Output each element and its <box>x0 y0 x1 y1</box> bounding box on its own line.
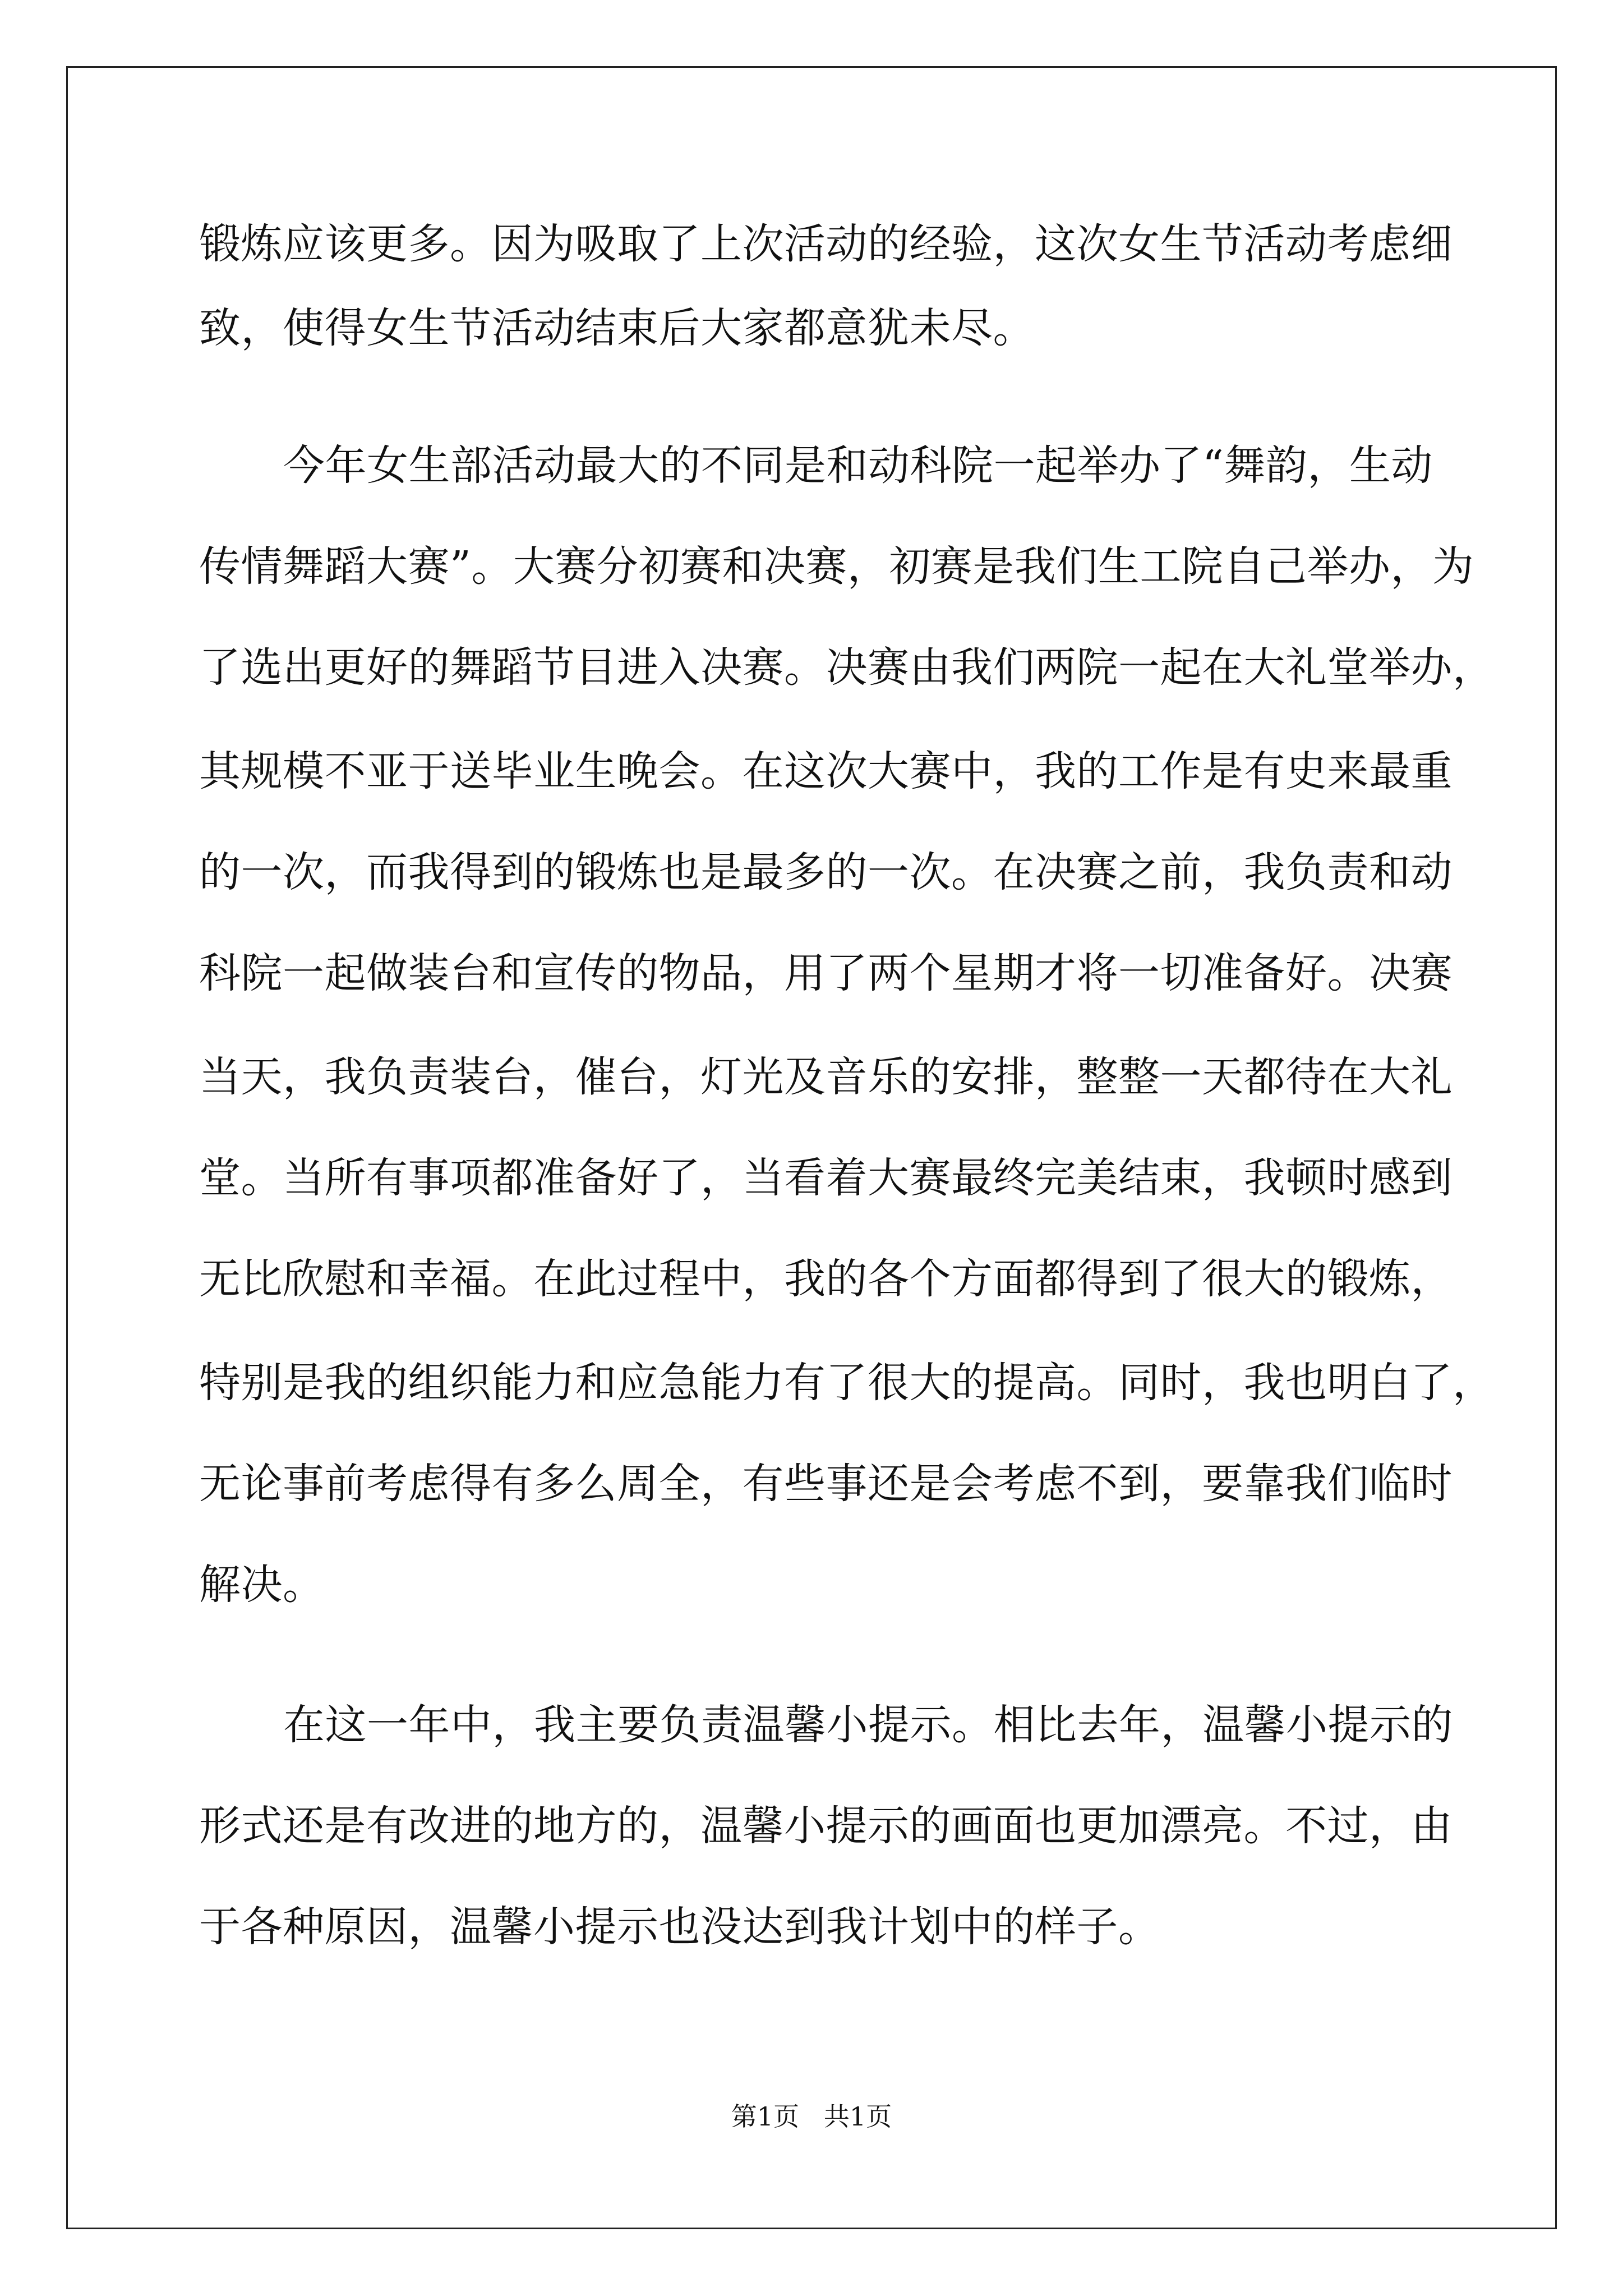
paragraph-first-line: 今年女生部活动最大的不同是和动科院一起举办了“舞韵，生动 <box>283 441 1433 490</box>
text-line: 特别是我的组织能力和应急能力有了很大的提高。同时，我也明白了， <box>199 1359 1495 1407</box>
text-line: 锻炼应该更多。因为吸取了上次活动的经验，这次女生节活动考虑细 <box>199 220 1453 268</box>
text-line: 致，使得女生节活动结束后大家都意犹未尽。 <box>199 304 1035 352</box>
text-line: 科院一起做装台和宣传的物品，用了两个星期才将一切准备好。决赛 <box>199 949 1453 997</box>
text-line: 当天，我负责装台，催台，灯光及音乐的安排，整整一天都待在大礼 <box>199 1053 1453 1101</box>
text-line: 其规模不亚于送毕业生晚会。在这次大赛中，我的工作是有史来最重 <box>199 747 1453 795</box>
text-line: 的一次，而我得到的锻炼也是最多的一次。在决赛之前，我负责和动 <box>199 848 1453 896</box>
text-line: 堂。当所有事项都准备好了，当看着大赛最终完美结束，我顿时感到 <box>199 1154 1453 1202</box>
page-number-footer: 第1页 共1页 <box>731 2101 892 2132</box>
text-line: 无比欣慰和幸福。在此过程中，我的各个方面都得到了很大的锻炼， <box>199 1255 1453 1303</box>
paragraph-first-line: 在这一年中，我主要负责温馨小提示。相比去年，温馨小提示的 <box>283 1701 1453 1749</box>
text-line: 传情舞蹈大赛”。大赛分初赛和决赛，初赛是我们生工院自己举办，为 <box>199 542 1474 591</box>
text-line: 于各种原因，温馨小提示也没达到我计划中的样子。 <box>199 1903 1160 1951</box>
text-line: 了选出更好的舞蹈节目进入决赛。决赛由我们两院一起在大礼堂举办， <box>199 643 1495 692</box>
text-line: 解决。 <box>199 1561 325 1609</box>
text-line: 无论事前考虑得有多么周全，有些事还是会考虑不到，要靠我们临时 <box>199 1460 1453 1508</box>
text-line: 形式还是有改进的地方的，温馨小提示的画面也更加漂亮。不过，由 <box>199 1802 1453 1850</box>
